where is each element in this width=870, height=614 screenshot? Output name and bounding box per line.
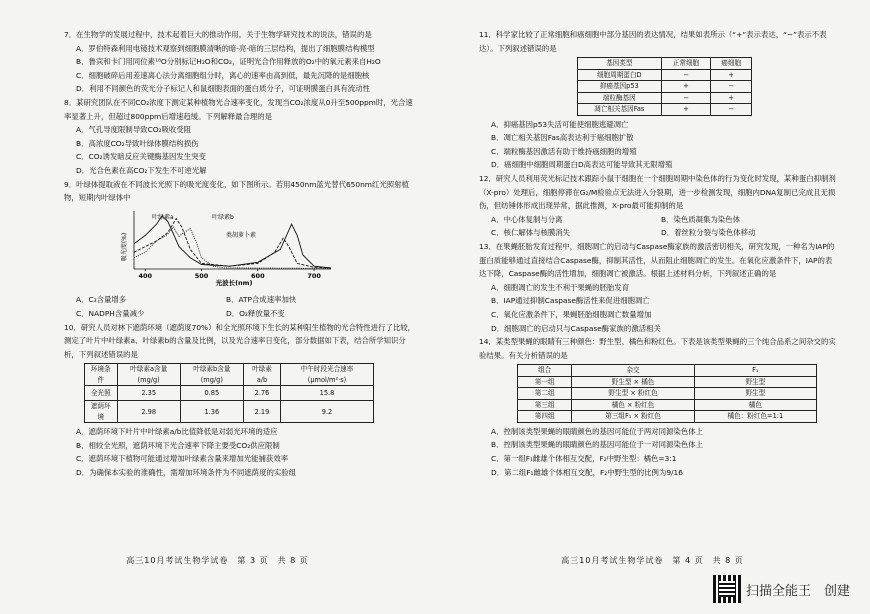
table-cell: 遮荫环境 bbox=[85, 401, 118, 423]
chart-ylabel: 吸光度(%) bbox=[121, 232, 128, 261]
table-cell: 橘色 × 粉红色 bbox=[572, 399, 694, 411]
q14-header-cell: F₁ bbox=[694, 365, 816, 377]
q11-option-d: D．癌细胞中细胞周期蛋白D高表达可能导致其无限增殖 bbox=[491, 160, 673, 170]
q12-options-row1 bbox=[479, 213, 839, 227]
page-3-footer: 高三10月考试生物学试卷 第 3 页 共 8 页 bbox=[126, 556, 309, 565]
table-cell: + bbox=[661, 81, 711, 93]
table-cell: 第二组 bbox=[518, 388, 572, 400]
q13-option-b: B．IAP通过抑制Caspase酶活性来促进细胞凋亡 bbox=[491, 296, 650, 306]
q10-option-c: C．遮荫环境下植物可能通过增加叶绿素含量来增加光能捕获效率 bbox=[76, 454, 289, 464]
q12-option-d: D．着丝粒分裂与染色体移动 bbox=[661, 228, 756, 238]
table-cell: 抑癌基因p53 bbox=[578, 81, 662, 93]
table-row bbox=[518, 399, 817, 411]
table-row bbox=[518, 376, 817, 388]
q10-header-cell: 中午时段光合速率(μmol/m²·s) bbox=[281, 364, 374, 386]
x-tick-label: 600 bbox=[251, 271, 265, 280]
q12-option-b: B．染色质凝集为染色体 bbox=[661, 214, 740, 224]
table-row bbox=[85, 401, 374, 423]
table-cell: 9.2 bbox=[281, 401, 374, 423]
q9-options-row2 bbox=[64, 307, 419, 321]
q7-option-d: D．利用不同颜色的荧光分子标记人和鼠细胞表面的蛋白质分子，可证明膜蛋白具有流动性 bbox=[76, 84, 370, 94]
q9-option-b: B．ATP合成速率加快 bbox=[226, 295, 297, 305]
table-cell: 第三组F₁ × 粉红色 bbox=[572, 411, 694, 423]
question-11 bbox=[479, 28, 839, 172]
table-cell: 野生型 bbox=[694, 388, 816, 400]
q14-option-d: D．第二组F₁雌雄个体相互交配，F₂中野生型的比例为9/16 bbox=[491, 467, 683, 477]
q10-header-cell: 叶绿素a/b bbox=[243, 364, 280, 386]
table-cell: 第一组 bbox=[518, 376, 572, 388]
q11-table bbox=[577, 57, 752, 116]
q9-option-c: C．NADPH含量减少 bbox=[76, 308, 145, 318]
q13-option-a: A．细胞凋亡的发生不利于果蝇的胚胎发育 bbox=[491, 282, 630, 292]
table-cell: 野生型 × 粉红色 bbox=[572, 388, 694, 400]
table-cell: 凋亡相关基因Fas bbox=[578, 104, 662, 116]
q12-options-row2 bbox=[479, 226, 839, 240]
x-tick-label: 700 bbox=[307, 271, 321, 280]
q12-option-a: A．中心体复制与分离 bbox=[491, 214, 563, 224]
q14-option-c: C．第一组F₁雌雄个体相互交配，F₂中野生型：橘色=3:1 bbox=[491, 454, 677, 464]
table-cell: 2.19 bbox=[243, 401, 280, 423]
x-tick-label: 400 bbox=[138, 271, 153, 280]
table-cell: 细胞周期蛋白D bbox=[578, 69, 662, 81]
q10-table bbox=[84, 363, 374, 423]
table-cell: 0.85 bbox=[180, 386, 243, 401]
page-4-footer: 高三10月考试生物学试卷 第 4 页 共 8 页 bbox=[561, 556, 744, 565]
q9-option-a: A．C₃含量增多 bbox=[76, 295, 127, 305]
table-cell: − bbox=[711, 104, 752, 116]
table-cell: 野生型 × 橘色 bbox=[572, 376, 694, 388]
question-7 bbox=[64, 28, 419, 96]
table-cell: 第三组 bbox=[518, 399, 572, 411]
series-line-0 bbox=[134, 216, 331, 268]
scanner-watermark: 扫描全能王 创建 bbox=[746, 584, 851, 599]
q14-header-cell: 杂交 bbox=[572, 365, 694, 377]
table-row bbox=[578, 104, 752, 116]
q12-stem: 12．研究人员利用荧光标记技术跟踪小鼠干细胞在一个细胞周期中染色体的行为变化时发现，某种蛋白抑制剂（X-pro）处理后，细胞停滞在G₂/M检验点无法进入分裂期，进一步检测发现，细胞内DNA复制已完成且无损伤，但纺锤体形成出现异常，据此推测，X-pro最可能抑制的是 bbox=[479, 174, 836, 211]
q10-table-header bbox=[85, 364, 374, 386]
q13-option-c: C．氧化应激条件下，果蝇胚胎细胞凋亡数量增加 bbox=[491, 310, 652, 319]
q11-option-a: A．抑癌基因p53失活可能使细胞逃避凋亡 bbox=[491, 119, 629, 129]
q10-header-cell: 叶绿素b含量(mg/g) bbox=[180, 364, 243, 386]
absorbance-chart bbox=[116, 207, 336, 287]
q12-option-c: C．核仁解体与核膜消失 bbox=[491, 228, 571, 238]
question-13 bbox=[479, 240, 839, 335]
table-cell: 15.8 bbox=[281, 386, 374, 401]
q11-header-cell: 癌细胞 bbox=[711, 58, 752, 70]
series-line-1 bbox=[134, 218, 331, 267]
table-row bbox=[578, 81, 752, 93]
q11-stem: 11．科学家比较了正常细胞和癌细胞中部分基因的表达情况，结果如表所示（“+”表示表达，“−”表示不表达）。下列叙述错误的是 bbox=[479, 30, 827, 53]
q11-option-c: C．端粒酶基因激活有助于维持癌细胞的增殖 bbox=[491, 146, 637, 156]
q11-option-b: B．凋亡相关基因Fas高表达利于癌细胞扩散 bbox=[491, 133, 634, 143]
question-10 bbox=[64, 321, 419, 480]
table-cell: 1.36 bbox=[180, 401, 243, 423]
q7-option-c: C．细胞破碎后用差速离心法分离细胞组分时，离心的速率由高到低，最先沉降的是细胞核 bbox=[76, 70, 370, 80]
question-12 bbox=[479, 172, 839, 240]
q14-table bbox=[517, 364, 817, 423]
table-cell: 第四组 bbox=[518, 411, 572, 423]
table-row bbox=[578, 92, 752, 104]
qr-code-icon bbox=[713, 575, 741, 603]
chart-xlabel: 光波长(nm) bbox=[215, 278, 253, 287]
table-cell: 2.98 bbox=[117, 401, 180, 423]
legend-chl-b: 叶绿素b bbox=[212, 213, 234, 221]
legend-chl-a: 叶绿素a bbox=[152, 213, 174, 221]
q9-stem: 9．叶绿体提取液在不同波长光照下的吸光度变化，如下图所示。若用450nm蓝光替代650nm红光照射植物，短期内叶绿体中 bbox=[64, 179, 409, 203]
q7-option-b: B．鲁宾和卡门用同位素¹⁸O分别标记H₂O和CO₂，证明光合作用释放的O₂中的氧元素来自H₂O bbox=[76, 57, 381, 67]
table-cell: 2.35 bbox=[117, 386, 180, 401]
q8-option-d: D．光合色素在高CO₂下发生不可逆光解 bbox=[76, 165, 207, 175]
table-cell: 端粒酶基因 bbox=[578, 92, 662, 104]
q8-option-c: C．CO₂诱发暗反应关键酶基因发生突变 bbox=[76, 152, 206, 162]
x-tick-label: 500 bbox=[194, 271, 209, 280]
legend-carotenoid: 类胡萝卜素 bbox=[226, 231, 257, 239]
q10-option-a: A．遮荫环境下叶片中叶绿素a/b比值降低是对弱光环境的适应 bbox=[76, 427, 278, 437]
q11-header-cell: 基因类型 bbox=[578, 58, 662, 70]
q10-option-b: B．相较全光照，遮荫环境下光合速率下降主要受CO₂供应限制 bbox=[76, 440, 280, 450]
question-9 bbox=[64, 178, 419, 321]
table-cell: 野生型 bbox=[694, 376, 816, 388]
q8-option-b: B．高浓度CO₂导致叶绿体膜结构损伤 bbox=[76, 138, 199, 148]
table-cell: − bbox=[661, 92, 711, 104]
q14-table-header bbox=[518, 365, 817, 377]
table-cell: − bbox=[711, 81, 752, 93]
q8-stem: 8．某研究团队在不同CO₂浓度下测定某种植物光合速率变化，发现当CO₂浓度从0升至500ppm时，光合速率显著上升，但超过800ppm后增速趋缓。下列解释最合理的是 bbox=[64, 97, 413, 121]
q10-option-d: D．为确保本实验的准确性，需增加环境条件为不同遮荫度的实验组 bbox=[76, 468, 297, 478]
q14-stem: 14．某类型果蝇的眼睛有三种颜色：野生型、橘色和粉红色。下表是该类型果蝇的三个纯合品系之间杂交的实验结果。有关分析错误的是 bbox=[479, 337, 836, 360]
table-cell: + bbox=[711, 69, 752, 81]
q10-header-cell: 环境条件 bbox=[85, 364, 118, 386]
table-cell: + bbox=[661, 104, 711, 116]
table-row bbox=[578, 69, 752, 81]
q11-table-header bbox=[578, 58, 752, 70]
table-cell: + bbox=[711, 92, 752, 104]
page-4 bbox=[435, 0, 870, 614]
q10-header-cell: 叶绿素a含量(mg/g) bbox=[117, 364, 180, 386]
q8-option-a: A．气孔导度限制导致CO₂吸收受阻 bbox=[76, 125, 192, 135]
q13-option-d: D．细胞凋亡的启动只与Caspase酶家族的激活相关 bbox=[491, 323, 661, 333]
table-cell: 全光照 bbox=[85, 386, 118, 401]
q7-option-a: A．罗伯特森利用电镜技术观察到细胞膜清晰的暗-亮-暗的三层结构，提出了细胞膜结构模型 bbox=[76, 43, 375, 53]
q11-header-cell: 正常细胞 bbox=[661, 58, 711, 70]
page-3-content bbox=[64, 28, 419, 480]
table-cell: 橘色 bbox=[694, 399, 816, 411]
table-row bbox=[85, 386, 374, 401]
q10-stem: 10．研究人员对林下遮荫环境（遮荫度70%）和全光照环境下生长的某种阳生植物的光合特性进行了比较，测定了叶片中叶绿素a、叶绿素b的含量及比例，以及光合速率日变化，部分数据如下表，结合所学知识分析，下列叙述错误的是 bbox=[64, 322, 416, 359]
page-4-content bbox=[479, 28, 839, 479]
question-14 bbox=[479, 335, 839, 479]
table-cell: 橘色：粉红色=1:1 bbox=[694, 411, 816, 423]
table-cell: − bbox=[661, 69, 711, 81]
q14-option-a: A．控制该类型果蝇的眼睛颜色的基因可能位于两对同源染色体上 bbox=[491, 426, 703, 436]
q9-option-d: D．O₂释放量不变 bbox=[226, 308, 285, 318]
table-row bbox=[518, 388, 817, 400]
q9-options-row1 bbox=[64, 293, 419, 307]
q13-stem: 13．在果蝇胚胎发育过程中，细胞凋亡的启动与Caspase酶家族的激活密切相关，研究发现，一种名为IAP的蛋白质能够通过直接结合Caspase酶，抑制其活性，从而阻止细胞凋亡的发生。在氧化应激条件下，IAP的表达下降，Caspase酶的活性增加，细胞凋亡被激活。根据上述材料分析，下列叙述正确的是 bbox=[479, 242, 835, 279]
q14-option-b: B．控制该类型果蝇的眼睛颜色的基因可能位于一对同源染色体上 bbox=[491, 440, 704, 450]
table-cell: 2.76 bbox=[243, 386, 280, 401]
table-row bbox=[518, 411, 817, 423]
q7-stem: 7．在生物学的发展过程中，技术起着巨大的推动作用。关于生物学研究技术的说法，错误的是 bbox=[64, 30, 372, 39]
q14-header-cell: 组合 bbox=[518, 365, 572, 377]
question-8 bbox=[64, 96, 419, 178]
